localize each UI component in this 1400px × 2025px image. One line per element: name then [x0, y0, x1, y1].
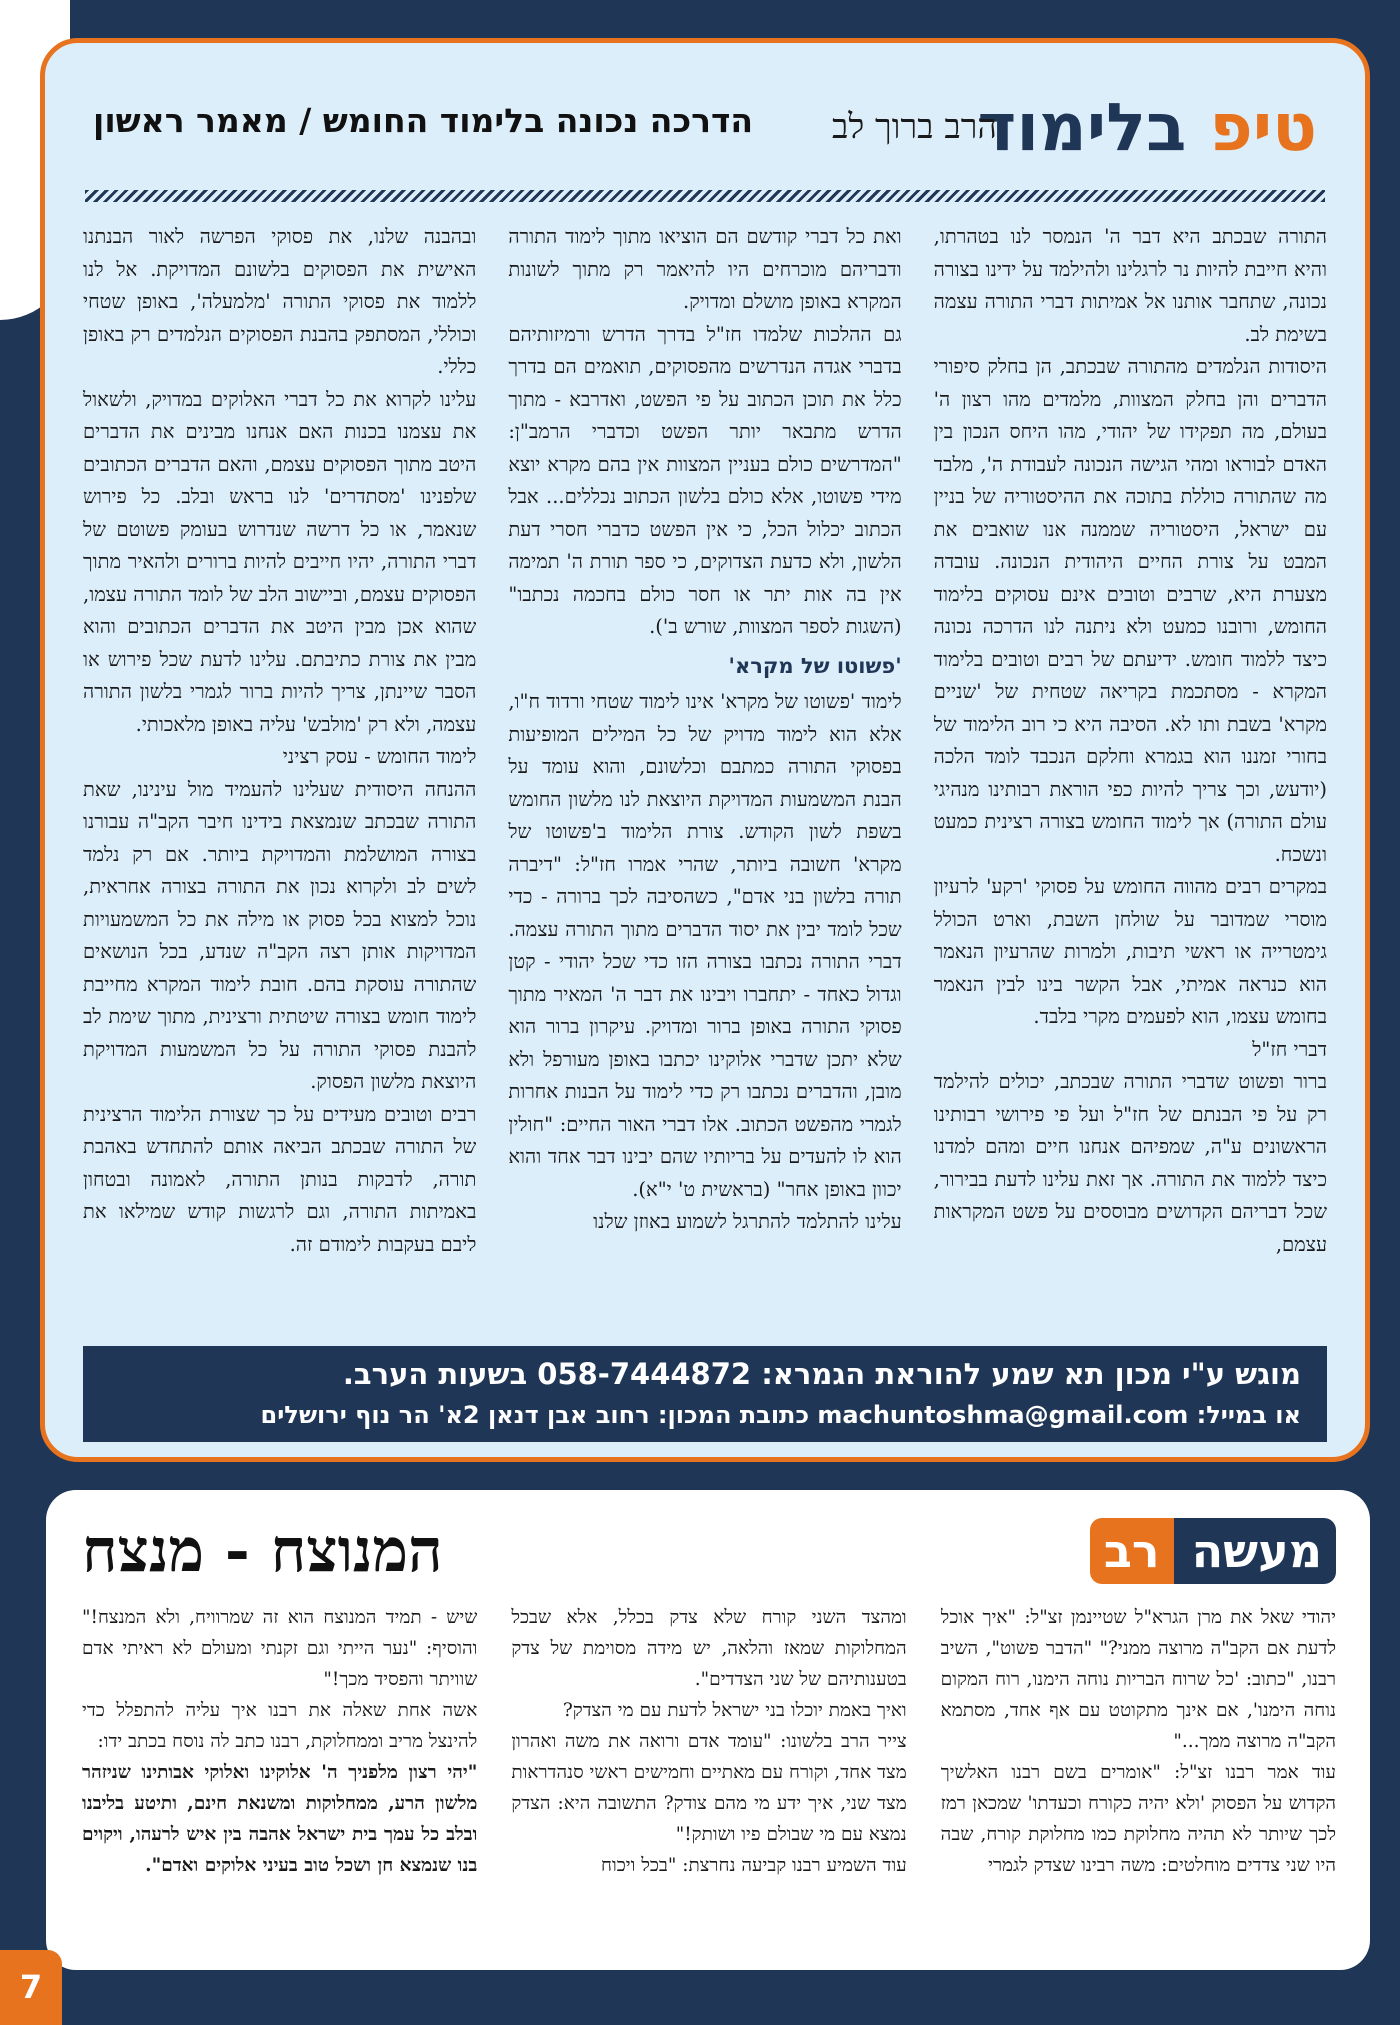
paragraph: אשה אחת שאלה את רבנו איך עליה להתפלל כדי להינצל מריב וממחלוקת, רבנו כתב לה נוסח בכתב ידו: — [82, 1700, 478, 1752]
paragraph: ברור ופשוט שדברי התורה שבכתב, יכולים להילמד רק על פי הבנתם של חז"ל ועל פי פירושי רבותינו הראשונים ע"ה, שמפיהם אנחנו חיים ומהם למדנו כיצד ללמוד את התורה. אך זאת עלינו לדעת בבירור, שכל דבריהם הקדושים מבוססים על פשט המקראות עצמם, — [933, 1070, 1327, 1256]
paragraph: שיש - תמיד המנוצח הוא זה שמרוויח, ולא המנצח!" והוסיף: "נער הייתי וגם זקנתי ומעולם לא ראיתי אדם שוויתר והפסיד מכך!" — [82, 1607, 478, 1690]
paragraph: "יהי רצון מלפניך ה' אלוקינו ואלוקי אבותינו שניזהר מלשון הרע, ממחלוקות ומשנאת חינם, ותיטע בליבנו ובלב כל עמך בית ישראל אהבה בין איש לרעהו, ויקוים בנו שנמצא חן ושכל טוב בעיני אלוקים ואדם". — [82, 1762, 478, 1876]
author-name: הרב ברוך לב — [831, 107, 997, 147]
paragraph: לימוד החומש - עסק רציני — [282, 745, 477, 768]
contact-phone-line: מוגש ע"י מכון תא שמע להוראת הגמרא: 058-7444872 בשעות הערב. — [342, 1357, 1301, 1391]
article-title: הדרכה נכונה בלימוד החומש / מאמר ראשון — [93, 101, 754, 140]
tip-title-word-2: בלימוד — [977, 89, 1187, 166]
paragraph: עוד אמר רבנו זצ"ל: "אומרים בשם רבנו האלשיך הקדוש על הפסוק 'ולא יהיה כקורח וכעדתו' שמכאן רמז לכך שיותר לא תהיה מחלוקת כמו מחלוקת קורח, שבה היו שני צדדים מוחלטים: משה רבינו שצדק לגמרי — [940, 1762, 1336, 1876]
article-column-3 — [83, 221, 476, 1331]
paragraph: עלינו להתלמד להתרגל לשמוע באוזן שלנו — [593, 1210, 902, 1233]
paragraph: עוד השמיע רבנו קביעה נחרצת: "בכל ויכוח — [601, 1855, 907, 1876]
article-columns — [83, 221, 1327, 1331]
paragraph: ההנחה היסודית שעלינו להעמיד מול עינינו, שאת התורה שבכתב שנמצאת בידינו חיבר הקב"ה עבורנו בצורה המושלמת והמדויקת ביותר. אם רק נלמד לשים לב ולקרוא נכון את התורה בצורה אחראית, נוכל למצוא בכל פסוק או מילה את כל המשמעויות המדויקות אותן רצה הקב"ה שנדע, בכל הנושאים שהתורה עוסקת בהם. חובת לימוד המקרא מחייבת לימוד חומש בצורה שיטתית ורצינית, מתוך שימת לב להבנת פסוקי התורה על כל המשמעות המדויקת היוצאת מלשון הפסוק. — [83, 777, 477, 1093]
contact-bar — [83, 1346, 1327, 1442]
paragraph: ואיך באמת יוכלו בני ישראל לדעת עם מי הצדק? — [562, 1700, 907, 1721]
paragraph: צייר הרב בלשונו: "עומד אדם ורואה את משה ואהרון מצד אחד, וקורח עם מאתיים וחמישים ראשי סנהדראות מצד שני, איך ידע מי מהם צודק? התשובה היא: הצדק נמצא עם מי שבולם פיו ושותק!" — [511, 1731, 907, 1845]
paragraph: עלינו לקרוא את כל דברי האלוקים במדויק, ולשאול את עצמנו בכנות האם אנחנו מבינים את הדברים היטב מתוך הפסוקים עצמם, והאם הדברים הכתובים שלפנינו 'מסתדרים' לנו בראש ובלב. כל פירוש שנאמר, או כל דרשה שנדרוש בעומק פשוטם של דברי התורה, יהיו חייבים להיות ברורים ולהאיר מתוך הפסוקים עצמם, וביישוב הלב של לומד התורה עצמו, שהוא אכן מבין היטב את הדברים הכתובים והוא מבין את צורת כתיבתם. עלינו לדעת שכל פירוש או הסבר שיינתן, צריך להיות ברור לגמרי בלשון התורה עצמה, ולא רק 'מולבש' עליה באופן מלאכותי. — [83, 387, 477, 736]
paragraph: במקרים רבים מהווה החומש על פסוקי 'רקע' לרעיון מוסרי שמדובר על שולחן השבת, וארט הכולל גימטרייה או ראשי תיבות, ולמרות שהרעיון הנאמר הוא כנראה אמיתי, אבל הקשר בינו לבין הנאמר בחומש עצמו, הוא לפעמים מקרי בלבד. — [933, 875, 1327, 1028]
tip-title — [978, 83, 1317, 173]
badge-word-2: רב — [1090, 1518, 1174, 1584]
badge-word-1: מעשה — [1174, 1518, 1336, 1584]
article-column-1 — [934, 221, 1327, 1331]
paragraph: רבים וטובים מעידים על כך שצורת הלימוד הרצינית של התורה שבכתב הביאה אותם להתחדש באהבת תורה, לדבקות בנותן התורה, לאמונה ובטחון באמיתות התורה, וגם לרגשות קודש שמילאו את ליבם בעקבות לימודם זה. — [83, 1102, 477, 1256]
paragraph: ובהבנה שלנו, את פסוקי הפרשה לאור הבנתנו האישית את הפסוקים בלשונם המדויקת. אל לנו ללמוד את פסוקי התורה 'מלמעלה', באופן שטחי וכוללי, המסתפק בהבנת הפסוקים הנלמדים רק באופן כללי. — [83, 225, 477, 378]
story-column-3 — [82, 1602, 477, 1954]
story-article-box — [46, 1490, 1370, 1970]
story-column-1 — [941, 1602, 1336, 1954]
tip-title-word-1: טיפ — [1209, 89, 1317, 166]
paragraph: לימוד 'פשוטו של מקרא' אינו לימוד שטחי ורדוד ח"ו, אלא הוא לימוד מדויק של כל המילים המופיעות בפסוקי התורה כמתבם וכלשונם, והוא עומד על הבנת המשמעות המדויקת היוצאת לנו מלשון החומש בשפת לשון הקודש. צורת הלימוד ב'פשוטו של מקרא' חשובה ביותר, שהרי אמרו חז"ל: "דיברה תורה בלשון בני אדם", כשהסיבה לכך ברורה - כדי שכל לומד יבין את יסוד הדברים מתוך התורה עצמה. דברי התורה נכתבו בצורה הזו כדי שכל יהודי - קטן וגדול כאחד - יתחברו ויבינו את דבר ה' המאיר מתוך פסוקי התורה באופן ברור ומדויק. עיקרון ברור הוא שלא יתכן שדברי אלוקינו יכתבו באופן מעורפל ולא מובן, והדברים נכתבו רק כדי לימוד על הבנות אחרות לגמרי מהפשט הכתוב. אלו דברי האור החיים: "חולין הוא לו להעדים על בריותיו שהם יבינו דבר אחד והוא יכוון באופן אחר" (בראשית ט' י"א). — [508, 690, 902, 1201]
paragraph: גם ההלכות שלמדו חז"ל בדרך הדרש ורמיזותיהם בדברי אגדה הנדרשים מהפסוקים, תואמים הם בדרך כלל את תוכן הכתוב על פי הפשט, ואדרבא - מתוך הדרש מתבאר יותר הפשט וכדברי הרמב"ן: "המדרשים כולם בעניין המצוות אין בהם מקרא יוצא מידי פשוטו, אלא כולם בלשון הכתוב נכללים... אבל הכתוב יכלול הכל, כי אין הפשט כדברי חסרי דעת הלשון, ולא כדעת הצדוקים, כי ספר תורת ה' תמימה אין בה אות יתר או חסר כולם בחכמה נכתבו" (השגות לספר המצוות, שורש ב'). — [508, 322, 902, 638]
story-columns — [82, 1602, 1336, 1954]
paragraph: דברי חז"ל — [1252, 1037, 1327, 1061]
article-column-2 — [508, 221, 901, 1331]
contact-email-line: או במייל: machuntoshma@gmail.com כתובת המכון: רחוב אבן דנאן 2א' הר נוף ירושלים — [260, 1401, 1301, 1429]
paragraph: התורה שבכתב היא דבר ה' הנמסר לנו בטהרתו, והיא חייבת להיות נר לרגלינו ולהילמד על ידינו בצורה נכונה, שתחבר אותנו אל אמיתות דברי התורה עצמה בשימת לב. — [933, 225, 1327, 346]
section-heading: 'פשוטו של מקרא' — [728, 653, 902, 678]
paragraph: ומהצד השני קורח שלא צדק בכלל, אלא שבכל המחלוקות שמאז והלאה, יש מידה מסוימת של צדק בטענותיהם של שני הצדדים". — [511, 1607, 907, 1690]
paragraph: ואת כל דברי קודשם הם הוציאו מתוך לימוד התורה ודבריהם מוכרחים היו להיאמר רק מתוך לשונות המקרא באופן מושלם ומדויק. — [508, 225, 902, 313]
page-number: 7 — [0, 1950, 62, 2025]
tip-article-header — [93, 83, 1317, 173]
section-badge — [1090, 1518, 1336, 1584]
hatched-divider — [85, 190, 1325, 202]
paragraph: יהודי שאל את מרן הגרא"ל שטיינמן זצ"ל: "איך אוכל לדעת אם הקב"ה מרוצה ממני?" "הדבר פשוט", השיב רבנו, "כתוב: 'כל שרוח הבריות נוחה הימנו, רוח המקום נוחה הימנו', אם אינך מתקוטט עם אף אחד, מסתמא הקב"ה מרוצה ממך..." — [940, 1607, 1336, 1752]
paragraph: היסודות הנלמדים מהתורה שבכתב, הן בחלק סיפורי הדברים והן בחלק המצוות, מלמדים מהו רצון ה' בעולם, מה תפקידו של יהודי, מהו היחס הנכון בין האדם לבוראו ומהי הגישה הנכונה לעבודת ה', מלבד מה שהתורה כוללת בתוכה את ההיסטוריה של בניין עם ישראל, היסטוריה שממנה אנו שואבים את המבט על צורת החיים היהודית הנכונה. עובדה מצערת היא, שרבים וטובים אינם עסוקים בלימוד החומש, ורובנו כמעט ולא ניתנה לנו הדרכה נכונה כיצד ללמוד חומש. ידיעתם של רבים וטובים בלימוד המקרא - מסתכמת בקריאה שטחית של 'שניים מקרא' בשבת ותו לא. הסיבה היא כי רוב הלימוד של בחורי זמננו הוא בגמרא וחלקם הנכבד לומד הלכה (יודעש, וכך צריך להיות כפי הוראת רבותינו מנהיגי עולם התורה) אך לימוד החומש בצורה רצינית כמעט ונשכח. — [933, 355, 1327, 866]
story-title: המנוצח - מנצח — [82, 1516, 443, 1586]
tip-article-box — [40, 38, 1370, 1462]
story-column-2 — [511, 1602, 906, 1954]
